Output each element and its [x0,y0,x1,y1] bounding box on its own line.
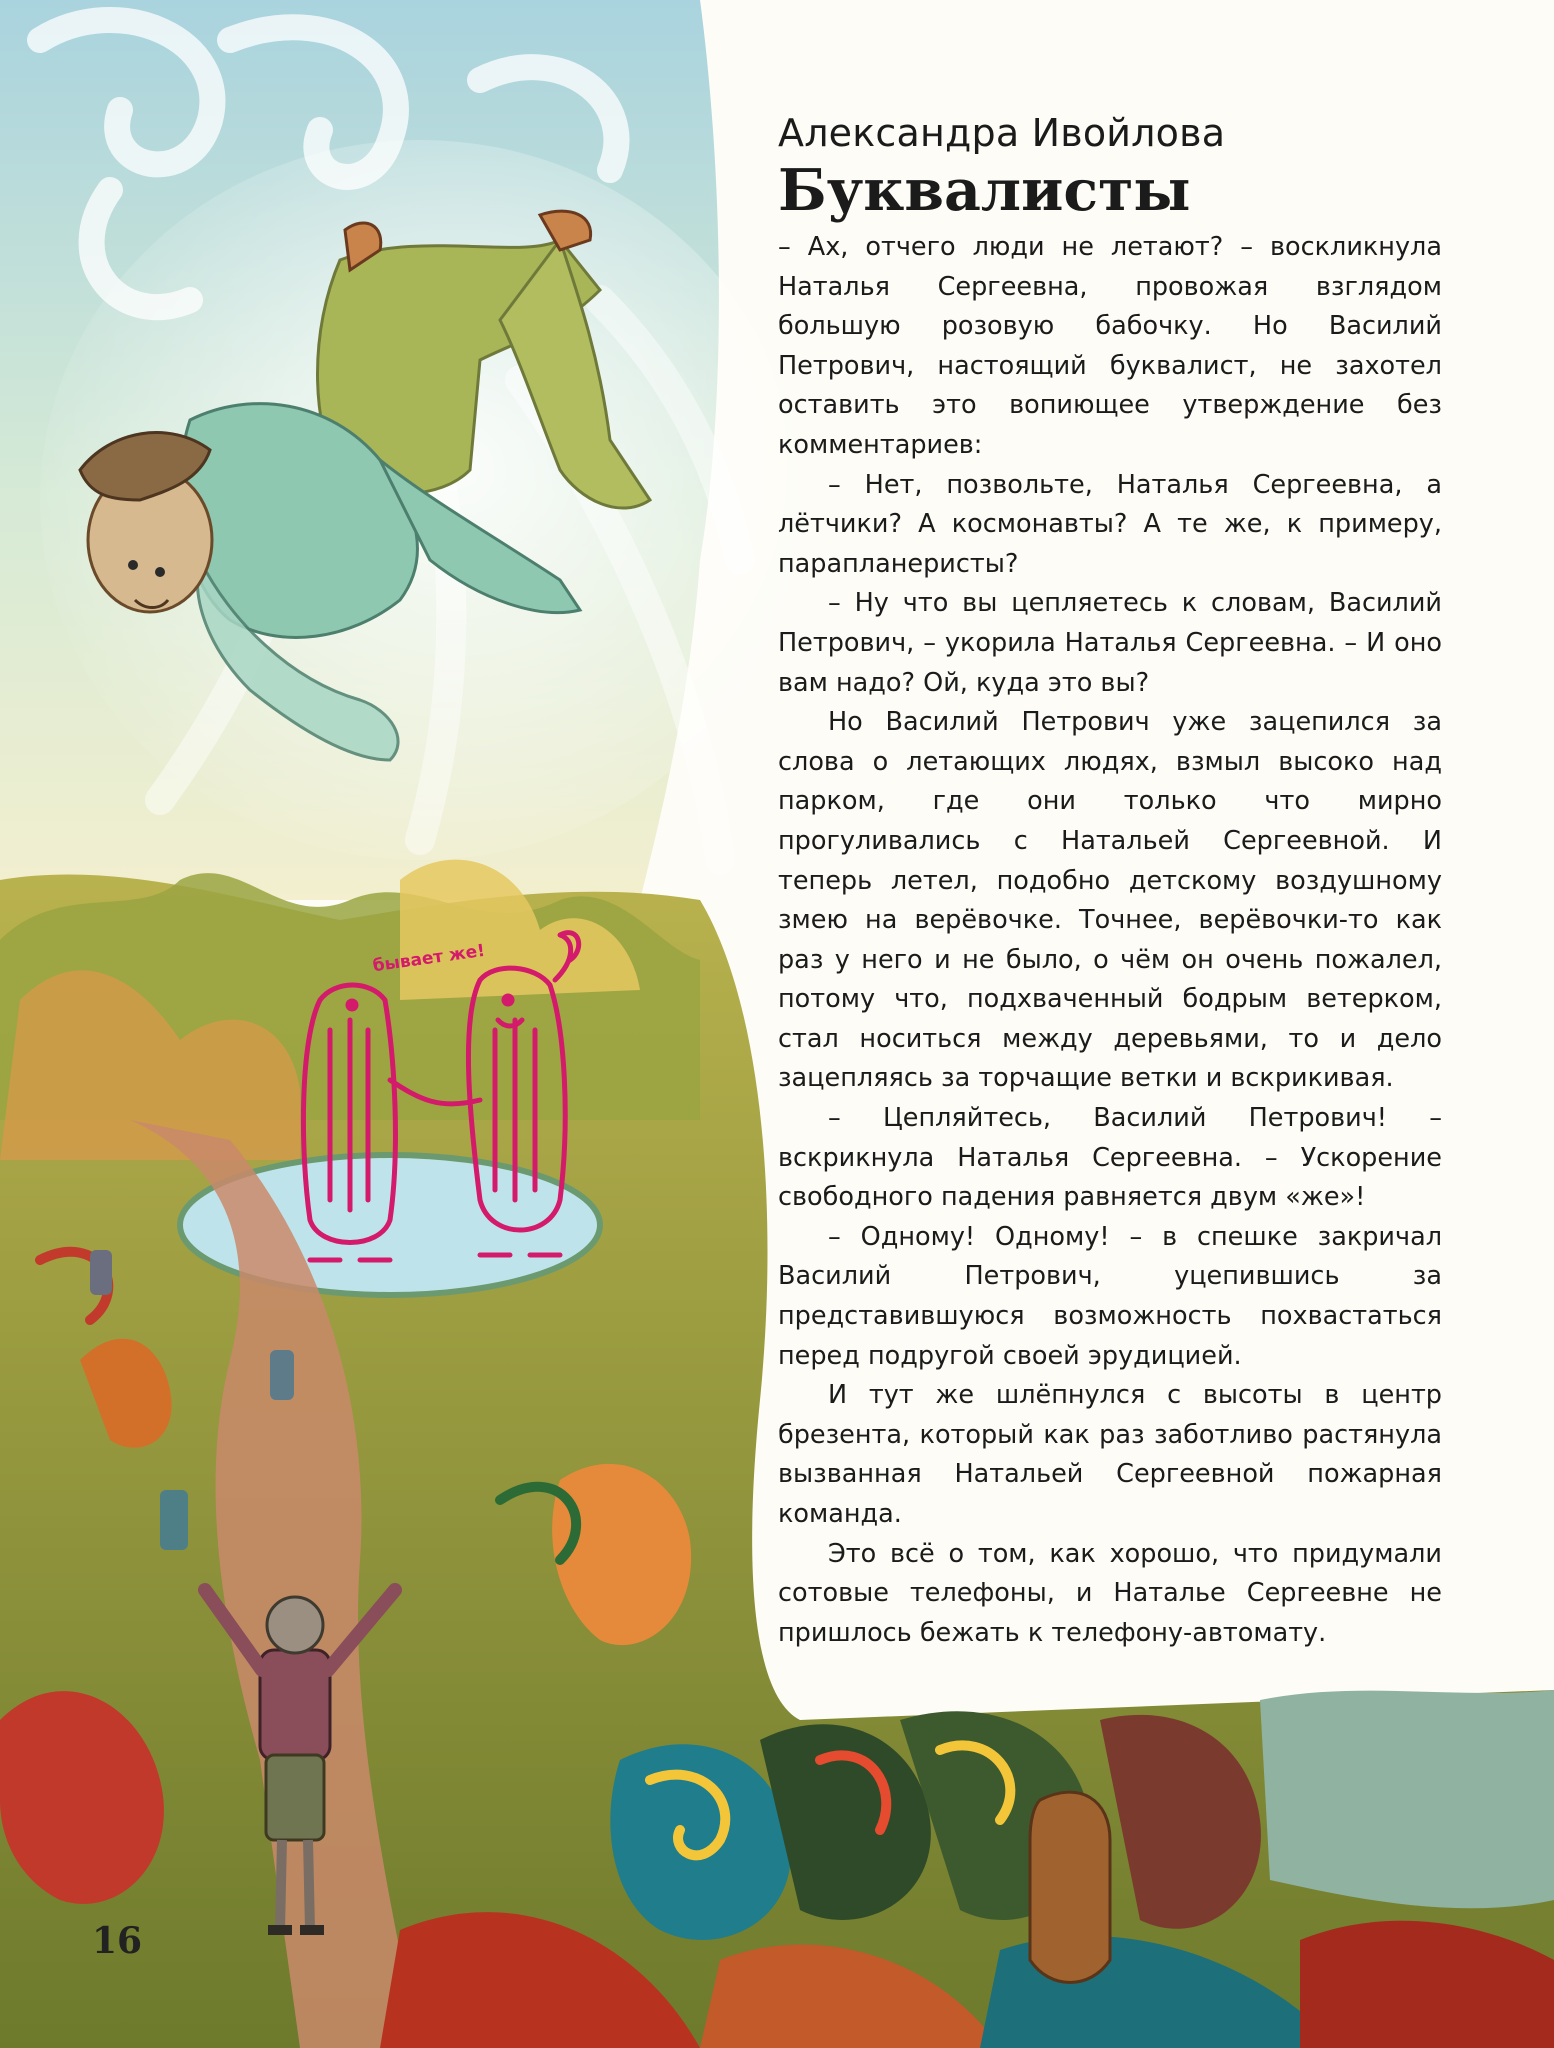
park-figure [270,1350,294,1400]
paragraph: Но Василий Петрович уже зацепился за слова о летающих людях, взмыл высоко над парком, где они только что мирно прогуливались с Натальей Сергеевной. И теперь летел, подобно детскому воздушному змею на верёвочке. Точнее, верёвочки-то как раз у него и не было, о чём он очень пожалел, потому что, подхваченный бодрым ветерком, стал носиться между деревьями, то и дело зацепляясь за торчащие ветки и вскрикивая. [778,707,1442,1094]
page-number: 16 [92,1920,143,1962]
paragraph: – Ах, отчего люди не летают? – воскликнула Наталья Сергеевна, провожая взглядом большую розовую бабочку. Но Василий Петрович, настоящий буквалист, не захотел оставить это вопиющее утверждение без комментариев: [778,232,1442,460]
paragraph: Это всё о том, как хорошо, что придумали сотовые телефоны, и Наталье Сергеевне не пришлось бежать к телефону-автомату. [778,1538,1442,1648]
author-name: Александра Ивойлова [778,111,1226,155]
paragraph: И тут же шлёпнулся с высоты в центр брезента, который как раз заботливо растянула вызванная Натальей Сергеевной пожарная команда. [778,1380,1442,1529]
paragraph: – Нет, позвольте, Наталья Сергеевна, а лётчики? А космонавты? А те же, к примеру, парапланеристы? [778,469,1442,579]
story-column [778,108,1442,1653]
paragraph: – Одному! Одному! – в спешке закричал Василий Петрович, уцепившись за представившуюся возможность похвастаться перед подругой своей эрудицией. [778,1221,1442,1371]
park-figure [160,1490,188,1550]
park-figure [90,1250,112,1295]
speech-bubble-text: бывает же! [371,940,487,977]
paragraph: – Цепляйтесь, Василий Петрович! – вскрикнула Наталья Сергеевна. – Ускорение свободного падения равняется двум «же»! [778,1103,1442,1213]
paragraph: – Ну что вы цепляетесь к словам, Василий Петрович, – укорила Наталья Сергеевна. – И оно вам надо? Ой, куда это вы? [778,588,1442,698]
story-title: Буквалисты [778,157,1191,224]
